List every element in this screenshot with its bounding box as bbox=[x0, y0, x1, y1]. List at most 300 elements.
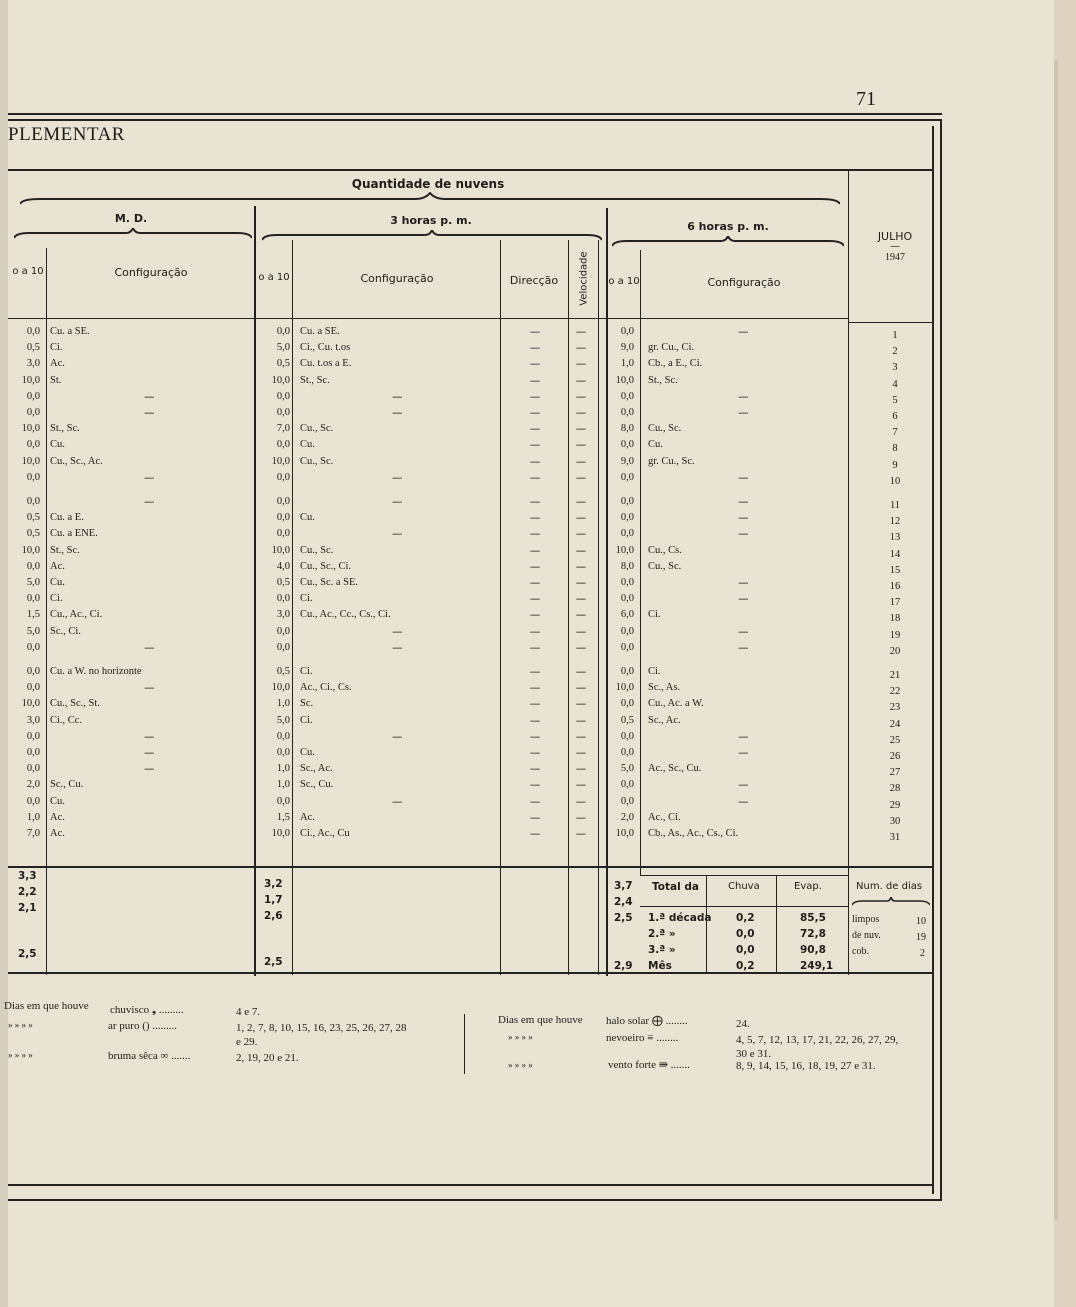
direction-header: Direcção bbox=[509, 274, 559, 287]
md-configuration: Ac. bbox=[50, 828, 65, 839]
h3-cloud-amount: 0,0 bbox=[276, 439, 290, 451]
h3-velocity: — bbox=[575, 560, 587, 573]
md-configuration: — bbox=[144, 682, 155, 695]
table-row bbox=[0, 642, 1076, 658]
group-md: M. D. bbox=[114, 212, 148, 225]
h3-direction: — bbox=[529, 471, 541, 484]
h3-velocity: — bbox=[575, 390, 587, 403]
dias-2-value: 19 bbox=[916, 932, 926, 943]
page-number: 71 bbox=[856, 88, 876, 110]
h6-configuration: St., Sc. bbox=[648, 374, 678, 386]
h3-cloud-amount: 0,0 bbox=[276, 496, 290, 507]
h3-configuration: Ac. bbox=[300, 811, 315, 823]
h3-configuration: — bbox=[392, 496, 403, 508]
period-4-chuva: 0,2 bbox=[736, 960, 755, 972]
md-configuration: St., Sc. bbox=[50, 544, 80, 556]
table-title: Quantidade de nuvens bbox=[351, 177, 505, 191]
day-number: 21 bbox=[889, 670, 901, 681]
h3-configuration: Cu., Ac., Cc., Cs., Ci. bbox=[300, 609, 391, 621]
h3-cloud-amount: 10,0 bbox=[271, 374, 290, 386]
md-configuration: — bbox=[144, 471, 155, 484]
dias-3-label: cob. bbox=[852, 946, 869, 957]
h3-configuration: — bbox=[392, 471, 403, 484]
table-row bbox=[0, 715, 1076, 731]
h3-velocity: — bbox=[575, 455, 587, 468]
fn-left-1-prefix: Dias em que houve bbox=[4, 1000, 89, 1012]
h3-cloud-amount: 0,0 bbox=[276, 512, 290, 524]
month-dash: — bbox=[890, 241, 900, 252]
table-row bbox=[0, 545, 1076, 561]
h3-direction: — bbox=[529, 496, 541, 508]
h6-scale-header: o a 10 bbox=[608, 276, 640, 287]
h3-configuration: Cu., Sc. a SE. bbox=[300, 577, 359, 588]
day-number: 23 bbox=[889, 702, 901, 714]
top-rule-2 bbox=[8, 119, 942, 121]
md-configuration: Sc., Cu. bbox=[50, 779, 84, 791]
md-configuration: St., Sc. bbox=[50, 423, 80, 435]
h6-configuration: — bbox=[738, 795, 749, 808]
period-1-label: 1.ª década bbox=[648, 912, 712, 924]
h3-configuration: Cu. bbox=[300, 747, 315, 758]
h3-configuration: Ci., Cu. t.os bbox=[300, 342, 351, 354]
h3-direction: — bbox=[529, 714, 541, 727]
h3-direction: — bbox=[529, 747, 541, 759]
h3-velocity: — bbox=[575, 666, 587, 678]
day-number: 7 bbox=[892, 427, 898, 439]
h3-cloud-amount: 0,5 bbox=[276, 577, 290, 588]
md-sum-4: 2,5 bbox=[18, 948, 37, 960]
table-row bbox=[0, 375, 1076, 391]
table-top-rule bbox=[8, 169, 934, 171]
md-cloud-amount: 0,0 bbox=[26, 641, 40, 653]
period-1-chuva: 0,2 bbox=[736, 912, 755, 924]
md-cloud-amount: 0,0 bbox=[26, 682, 40, 694]
day-header-bottom-rule bbox=[848, 322, 934, 323]
h3-velocity: — bbox=[575, 609, 587, 622]
dias-title: Num. de dias bbox=[856, 881, 923, 892]
md-cloud-amount: 10,0 bbox=[21, 698, 40, 710]
md-configuration: Cu. bbox=[50, 439, 65, 451]
h3-velocity: — bbox=[575, 423, 587, 436]
h3-cloud-amount: 5,0 bbox=[276, 342, 290, 354]
md-cloud-amount: 0,0 bbox=[26, 763, 40, 775]
h3-configuration: Cu., Sc., Ci. bbox=[300, 560, 352, 572]
h3-velocity: — bbox=[575, 512, 587, 525]
md-configuration: — bbox=[144, 496, 155, 508]
h6-cloud-amount: 9,0 bbox=[620, 342, 634, 354]
md-cloud-amount: 3,0 bbox=[26, 358, 40, 370]
h6-cloud-amount: 8,0 bbox=[620, 423, 634, 435]
right-frame-inner bbox=[932, 126, 934, 1194]
sum-div-3 bbox=[776, 875, 777, 972]
h3-direction: — bbox=[529, 342, 541, 355]
h3-velocity: — bbox=[575, 828, 587, 840]
dias-2-label: de nuv. bbox=[852, 930, 881, 941]
h3-direction: — bbox=[529, 439, 541, 452]
fn-right-1-prefix: Dias em que houve bbox=[498, 1014, 583, 1026]
h3-direction: — bbox=[529, 828, 541, 840]
h6-configuration: — bbox=[738, 407, 749, 419]
fn-left-2-label: ar puro () ......... bbox=[108, 1020, 178, 1032]
h3-configuration: — bbox=[392, 528, 403, 541]
h6-sum-1: 3,7 bbox=[614, 880, 633, 892]
h6-configuration: Cb., a E., Ci. bbox=[648, 358, 703, 370]
day-number: 16 bbox=[889, 581, 901, 592]
md-configuration: St. bbox=[50, 374, 62, 386]
h3-cloud-amount: 4,0 bbox=[276, 560, 290, 572]
h3-direction: — bbox=[529, 641, 541, 654]
md-configuration: Ac. bbox=[50, 358, 65, 370]
h3-direction: — bbox=[529, 666, 541, 678]
h3-direction: — bbox=[529, 577, 541, 589]
h3-configuration: — bbox=[392, 625, 403, 638]
period-4-evap: 249,1 bbox=[800, 960, 834, 972]
md-cloud-amount: 0,0 bbox=[26, 326, 40, 337]
table-row bbox=[0, 796, 1076, 812]
h3-cloud-amount: 10,0 bbox=[271, 544, 290, 556]
md-configuration: — bbox=[144, 390, 155, 403]
h6-configuration: Ci. bbox=[648, 609, 661, 621]
md-configuration: — bbox=[144, 641, 155, 654]
table-row bbox=[0, 812, 1076, 828]
h3-direction: — bbox=[529, 730, 541, 743]
h6-configuration: Ac., Ci. bbox=[648, 811, 681, 823]
md-configuration: — bbox=[144, 747, 155, 759]
h6-configuration: Cu., Sc. bbox=[648, 423, 682, 435]
md-cloud-amount: 1,5 bbox=[26, 609, 40, 621]
h3-config-header: Configuração bbox=[360, 272, 434, 285]
md-configuration: Cu. bbox=[50, 795, 65, 807]
table-row bbox=[0, 326, 1076, 342]
h3-direction: — bbox=[529, 682, 541, 695]
md-sum-2: 2,2 bbox=[18, 886, 37, 898]
md-configuration: Cu. a SE. bbox=[50, 326, 90, 337]
table-row bbox=[0, 828, 1076, 844]
h3-configuration: Ci. bbox=[300, 714, 313, 726]
h6-configuration: — bbox=[738, 528, 749, 541]
table-row bbox=[0, 577, 1076, 593]
table-row bbox=[0, 496, 1076, 512]
h3-direction: — bbox=[529, 374, 541, 387]
dias-1-label: limpos bbox=[852, 914, 880, 925]
h6-cloud-amount: 0,0 bbox=[620, 577, 634, 588]
title-brace bbox=[20, 192, 840, 206]
table-row bbox=[0, 747, 1076, 763]
fn-right-1-label: halo solar ⨁ ........ bbox=[606, 1015, 688, 1027]
h3-velocity: — bbox=[575, 714, 587, 727]
top-rule bbox=[8, 113, 942, 115]
md-configuration: Ci. bbox=[50, 342, 63, 354]
total-label: Total da bbox=[652, 881, 699, 893]
summary-bottom-rule bbox=[8, 972, 934, 974]
h6-configuration: Cu., Cs. bbox=[648, 544, 682, 556]
day-number: 8 bbox=[892, 443, 898, 455]
md-configuration: Ci., Cc. bbox=[50, 714, 83, 726]
h6-configuration: Cb., As., Ac., Cs., Ci. bbox=[648, 828, 739, 839]
group-6h: 6 horas p. m. bbox=[687, 220, 769, 233]
h3-cloud-amount: 0,0 bbox=[276, 390, 290, 402]
table-row bbox=[0, 698, 1076, 714]
h3-direction: — bbox=[529, 423, 541, 436]
h3-velocity: — bbox=[575, 374, 587, 387]
h3-cloud-amount: 1,0 bbox=[276, 698, 290, 710]
day-number: 25 bbox=[889, 734, 901, 746]
table-row bbox=[0, 456, 1076, 472]
md-cloud-amount: 5,0 bbox=[26, 577, 40, 588]
fn-right-3-value: 8, 9, 14, 15, 16, 18, 19, 27 e 31. bbox=[736, 1060, 876, 1072]
md-cloud-amount: 10,0 bbox=[21, 455, 40, 467]
fn-left-3-label: bruma sêca ∞ ....... bbox=[108, 1050, 191, 1062]
h3-direction: — bbox=[529, 326, 541, 338]
h3-configuration: Sc. bbox=[300, 698, 314, 710]
h3-cloud-amount: 0,0 bbox=[276, 407, 290, 418]
table-row bbox=[0, 342, 1076, 358]
table-row bbox=[0, 626, 1076, 642]
h6-cloud-amount: 8,0 bbox=[620, 560, 634, 572]
md-cloud-amount: 0,0 bbox=[26, 560, 40, 572]
table-row bbox=[0, 512, 1076, 528]
day-number: 3 bbox=[892, 362, 898, 374]
h3-cloud-amount: 1,0 bbox=[276, 763, 290, 775]
day-number: 5 bbox=[892, 394, 898, 406]
md-scale-header: o a 10 bbox=[12, 266, 44, 277]
evap-label: Evap. bbox=[794, 881, 822, 892]
md-configuration: Cu. a W. no horizonte bbox=[50, 666, 142, 677]
h3-velocity: — bbox=[575, 763, 587, 776]
h6-configuration: — bbox=[738, 496, 749, 508]
fn-right-2-prefix: » » » » bbox=[508, 1032, 533, 1042]
md-configuration: — bbox=[144, 763, 155, 776]
h3-direction: — bbox=[529, 358, 541, 371]
h6-cloud-amount: 0,0 bbox=[620, 326, 634, 337]
h3-configuration: — bbox=[392, 641, 403, 654]
h3-velocity: — bbox=[575, 698, 587, 711]
md-cloud-amount: 0,5 bbox=[26, 512, 40, 524]
h6-configuration: — bbox=[738, 326, 749, 338]
h6-cloud-amount: 0,0 bbox=[620, 779, 634, 791]
h3-cloud-amount: 0,5 bbox=[276, 358, 290, 370]
h3-velocity: — bbox=[575, 544, 587, 557]
fn-left-2-value: 1, 2, 7, 8, 10, 15, 16, 23, 25, 26, 27, 28 bbox=[236, 1022, 407, 1034]
h6-configuration: Cu., Sc. bbox=[648, 560, 682, 572]
h3-direction: — bbox=[529, 560, 541, 573]
h3-cloud-amount: 10,0 bbox=[271, 455, 290, 467]
h6-cloud-amount: 10,0 bbox=[615, 374, 634, 386]
h6-cloud-amount: 0,5 bbox=[620, 714, 634, 726]
table-row bbox=[0, 528, 1076, 544]
group-3h: 3 horas p. m. bbox=[390, 214, 472, 227]
h3-velocity: — bbox=[575, 682, 587, 695]
table-row bbox=[0, 472, 1076, 488]
dias-1-value: 10 bbox=[916, 916, 926, 927]
period-3-evap: 90,8 bbox=[800, 944, 826, 956]
h6-cloud-amount: 9,0 bbox=[620, 455, 634, 467]
h3-configuration: Cu., Sc. bbox=[300, 544, 334, 556]
h6-sum-3: 2,5 bbox=[614, 912, 633, 924]
h6-configuration: Sc., Ac. bbox=[648, 714, 681, 726]
h3-cloud-amount: 0,0 bbox=[276, 528, 290, 540]
h6-configuration: Ac., Sc., Cu. bbox=[648, 763, 702, 775]
day-number: 13 bbox=[889, 532, 901, 544]
md-cloud-amount: 0,0 bbox=[26, 439, 40, 451]
brace-3h bbox=[262, 230, 602, 242]
velocity-header: Velocidade bbox=[578, 251, 590, 306]
h3-configuration: Cu. bbox=[300, 512, 315, 524]
h6-configuration: — bbox=[738, 625, 749, 638]
md-configuration: Ac. bbox=[50, 811, 65, 823]
table-row bbox=[0, 423, 1076, 439]
h3-cloud-amount: 0,0 bbox=[276, 641, 290, 653]
md-configuration: Cu. bbox=[50, 577, 65, 588]
h6-cloud-amount: 0,0 bbox=[620, 471, 634, 483]
h6-cloud-amount: 0,0 bbox=[620, 641, 634, 653]
h3-velocity: — bbox=[575, 593, 587, 606]
h3-cloud-amount: 0,0 bbox=[276, 625, 290, 637]
section-title: PLEMENTAR bbox=[8, 124, 125, 145]
h3-velocity: — bbox=[575, 641, 587, 654]
fn-left-1-label: chuvisco ❟ ......... bbox=[110, 1004, 184, 1016]
h3-configuration: Cu., Sc. bbox=[300, 423, 334, 435]
period-3-label: 3.ª » bbox=[648, 944, 676, 956]
h6-cloud-amount: 10,0 bbox=[615, 682, 634, 694]
h6-cloud-amount: 0,0 bbox=[620, 698, 634, 710]
period-4-label: Mês bbox=[648, 960, 672, 972]
h6-cloud-amount: 2,0 bbox=[620, 811, 634, 823]
fn-right-2-value-cont: 30 e 31. bbox=[736, 1048, 772, 1060]
table-row bbox=[0, 666, 1076, 682]
md-configuration: — bbox=[144, 407, 155, 419]
h6-configuration: — bbox=[738, 747, 749, 759]
md-configuration: Ci. bbox=[50, 593, 63, 605]
h3-sum-1: 3,2 bbox=[264, 878, 283, 890]
day-number: 26 bbox=[889, 751, 901, 762]
md-configuration: Cu. a E. bbox=[50, 512, 84, 524]
sum-inner-mid bbox=[640, 906, 848, 907]
day-number: 4 bbox=[892, 378, 898, 390]
h3-direction: — bbox=[529, 512, 541, 525]
brace-6h bbox=[612, 236, 844, 248]
h3-cloud-amount: 10,0 bbox=[271, 682, 290, 694]
h6-cloud-amount: 0,0 bbox=[620, 795, 634, 807]
day-number: 20 bbox=[889, 645, 901, 657]
md-sum-1: 3,3 bbox=[18, 870, 37, 882]
h3-direction: — bbox=[529, 811, 541, 824]
dias-3-value: 2 bbox=[920, 948, 925, 959]
md-configuration: Cu. a ENE. bbox=[50, 528, 98, 540]
h6-configuration: — bbox=[738, 779, 749, 792]
day-number: 30 bbox=[889, 815, 901, 827]
md-configuration: Ac. bbox=[50, 560, 65, 572]
table-row bbox=[0, 593, 1076, 609]
h6-cloud-amount: 0,0 bbox=[620, 439, 634, 451]
day-number: 2 bbox=[892, 346, 898, 358]
h3-configuration: St., Sc. bbox=[300, 374, 330, 386]
h3-direction: — bbox=[529, 407, 541, 419]
h3-configuration: Cu., Sc. bbox=[300, 455, 334, 467]
md-config-header: Configuração bbox=[114, 266, 188, 279]
h3-configuration: Cu. t.os a E. bbox=[300, 358, 352, 370]
h6-configuration: Ci. bbox=[648, 666, 661, 677]
h6-sum-2: 2,4 bbox=[614, 896, 633, 908]
day-number: 27 bbox=[889, 767, 901, 779]
md-cloud-amount: 0,0 bbox=[26, 471, 40, 483]
md-configuration: Cu., Ac., Ci. bbox=[50, 609, 103, 621]
day-number: 24 bbox=[889, 718, 901, 730]
h3-direction: — bbox=[529, 763, 541, 776]
h3-direction: — bbox=[529, 779, 541, 792]
day-number: 28 bbox=[889, 783, 901, 795]
h3-scale-header: o a 10 bbox=[258, 272, 290, 283]
sum-div-1 bbox=[46, 868, 47, 972]
h6-cloud-amount: 0,0 bbox=[620, 496, 634, 507]
md-configuration: Cu., Sc., Ac. bbox=[50, 455, 103, 467]
md-cloud-amount: 0,0 bbox=[26, 666, 40, 677]
md-configuration: Sc., Ci. bbox=[50, 625, 81, 637]
table-row bbox=[0, 561, 1076, 577]
fn-right-3-label: vento forte ⇛ ....... bbox=[608, 1059, 690, 1071]
h3-cloud-amount: 1,5 bbox=[276, 811, 290, 823]
h3-configuration: — bbox=[392, 730, 403, 743]
day-number: 18 bbox=[889, 613, 901, 625]
h3-cloud-amount: 0,0 bbox=[276, 593, 290, 605]
fn-right-1-value: 24. bbox=[736, 1018, 750, 1030]
h6-cloud-amount: 10,0 bbox=[615, 828, 634, 839]
h6-configuration: — bbox=[738, 390, 749, 403]
day-number: 22 bbox=[889, 686, 901, 698]
h3-direction: — bbox=[529, 625, 541, 638]
right-frame bbox=[940, 119, 942, 1201]
table-row bbox=[0, 407, 1076, 423]
md-cloud-amount: 0,0 bbox=[26, 730, 40, 742]
md-cloud-amount: 0,0 bbox=[26, 496, 40, 507]
bottom-rule bbox=[8, 1199, 942, 1201]
md-cloud-amount: 0,5 bbox=[26, 528, 40, 540]
h3-sum-2: 1,7 bbox=[264, 894, 283, 906]
footnote-divider bbox=[464, 1014, 465, 1074]
h3-velocity: — bbox=[575, 326, 587, 338]
h6-configuration: — bbox=[738, 512, 749, 525]
h3-velocity: — bbox=[575, 407, 587, 419]
day-number: 14 bbox=[889, 548, 901, 560]
period-2-evap: 72,8 bbox=[800, 928, 826, 940]
day-number: 11 bbox=[889, 500, 901, 511]
h6-cloud-amount: 0,0 bbox=[620, 593, 634, 605]
h6-configuration: gr. Cu., Sc. bbox=[648, 455, 695, 467]
md-cloud-amount: 10,0 bbox=[21, 423, 40, 435]
h3-configuration: — bbox=[392, 795, 403, 808]
table-row bbox=[0, 609, 1076, 625]
h3-velocity: — bbox=[575, 496, 587, 508]
h6-configuration: Cu., Ac. a W. bbox=[648, 698, 704, 710]
h3-velocity: — bbox=[575, 471, 587, 484]
h6-cloud-amount: 0,0 bbox=[620, 666, 634, 677]
period-2-label: 2.ª » bbox=[648, 928, 676, 940]
h6-configuration: gr. Cu., Ci. bbox=[648, 342, 695, 354]
md-cloud-amount: 1,0 bbox=[26, 811, 40, 823]
h6-configuration: Sc., As. bbox=[648, 682, 681, 694]
table-row bbox=[0, 763, 1076, 779]
h3-velocity: — bbox=[575, 811, 587, 824]
h3-direction: — bbox=[529, 544, 541, 557]
md-cloud-amount: 0,0 bbox=[26, 747, 40, 758]
h3-velocity: — bbox=[575, 439, 587, 452]
period-1-evap: 85,5 bbox=[800, 912, 826, 924]
h3-configuration: Sc., Ac. bbox=[300, 763, 333, 775]
h3-direction: — bbox=[529, 609, 541, 622]
fn-right-3-prefix: » » » » bbox=[508, 1060, 533, 1070]
day-number: 19 bbox=[889, 629, 901, 641]
day-number: 1 bbox=[892, 330, 898, 341]
